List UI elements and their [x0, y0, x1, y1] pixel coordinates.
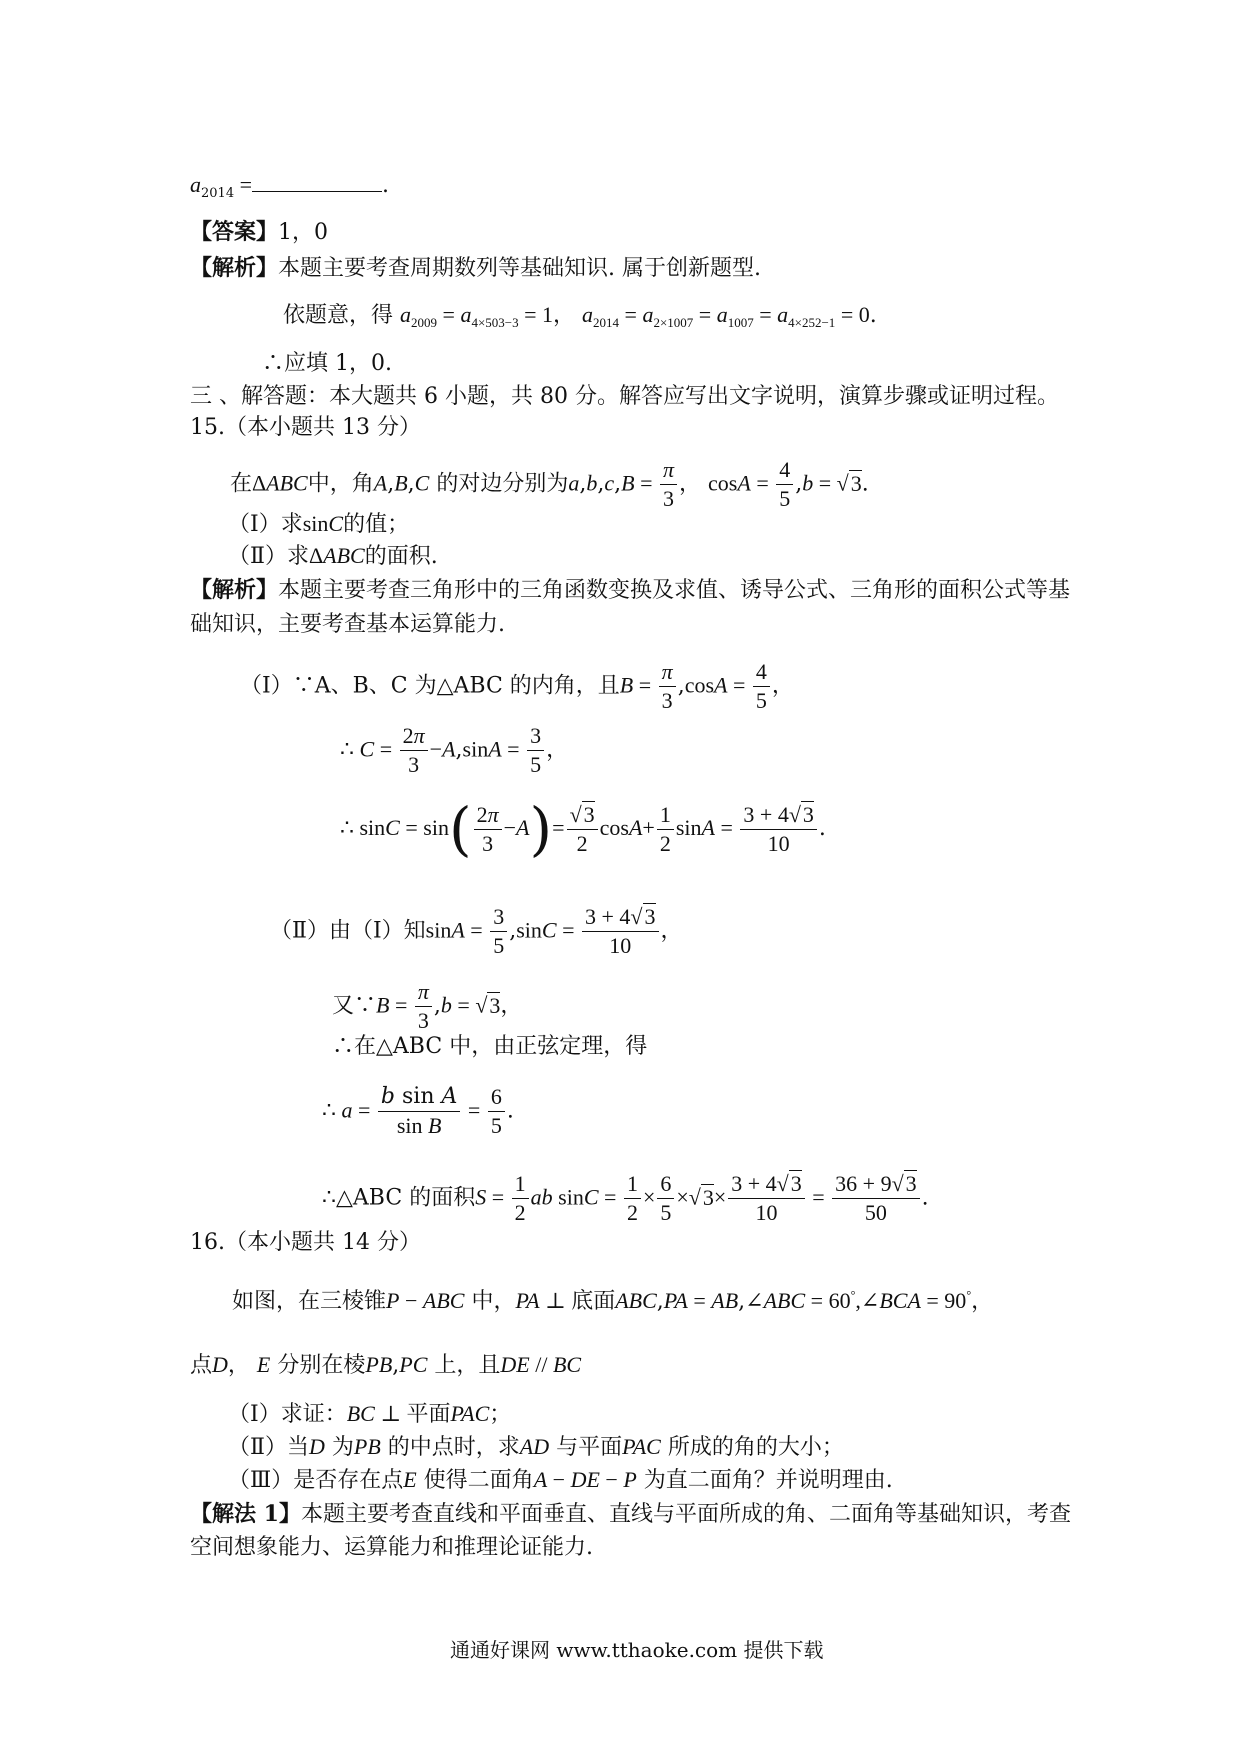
analysis-tag: 【解析】 [190, 255, 279, 281]
q15-sol1-line2: ∴ C = $\frac{2\pi}{3}$ −A,sinA = $\frac{3}{5}$ ， [340, 723, 569, 777]
answer-tag: 【答案】 [190, 219, 279, 245]
q15-analysis-line2: 础知识，主要考查基本运算能力. [190, 612, 505, 637]
q16-stem2: 点D， E 分别在棱PB,PC 上，且DE // BC [190, 1352, 582, 1378]
q15-sol2-line2: 又∵B = $\frac{\pi}{3}$ ,b = √3， [332, 979, 523, 1033]
analysis-text: 本题主要考查周期数列等基础知识. 属于创新题型. [278, 256, 761, 281]
q15-stem: 在ΔABC中，角A,B,C 的对边分别为a,b,c,B = $\frac{\pi}{3}$ ， cosA = $\frac{4}{5}$ ,b = √3. [230, 457, 869, 511]
q16-stem1: 如图，在三棱锥P − ABC 中，PA ⊥ 底面ABC,PA = AB,∠ABC = 60°,∠BCA = 90°， [232, 1288, 994, 1314]
answer-text: 1，0 [278, 220, 329, 245]
q15-sol1-line1: （Ⅰ）∵A、B、C 为△ABC 的内角，且B = $\frac{\pi}{3}$ ,cosA = $\frac{4}{5}$ ， [240, 659, 794, 713]
q16-method-line1: 【解法 1】本题主要考查直线和平面垂直、直线与平面所成的角、二面角等基础知识，考查 [190, 1501, 1071, 1527]
q15-header: 15.（本小题共 13 分） [190, 415, 421, 440]
q15-sol1-line3: ∴ sinC = sin( $\frac{2\pi}{3}$ −A)= $\frac{√3}{2}$ cosA+ $\frac{1}{2}$ sinA = $\frac{3 + 4√3}{10}$ . [340, 795, 826, 863]
seq-index: 2014 [201, 186, 235, 201]
q16-part1: （Ⅰ）求证：BC ⊥ 平面PAC； [228, 1401, 512, 1427]
section-3-header: 三 、解答题：本大题共 6 小题，共 80 分。解答应写出文字说明，演算步骤或证明过程。 [190, 384, 1059, 409]
period: . [382, 173, 390, 198]
seq-term: a [190, 172, 201, 197]
q15-sol2-line3: ∴在△ABC 中，由正弦定理，得 [332, 1034, 648, 1059]
q14-blank-line [190, 170, 389, 209]
formula-prefix: 依题意，得 [283, 303, 394, 328]
answer-line [190, 217, 328, 248]
q16-method-line2: 空间想象能力、运算能力和推理论证能力. [190, 1535, 593, 1560]
answer-blank [252, 171, 382, 192]
q16-part3: （Ⅲ）是否存在点E 使得二面角A − DE − P 为直二面角？并说明理由. [228, 1467, 893, 1493]
q15-analysis-line1: 【解析】本题主要考查三角形中的三角函数变换及求值、诱导公式、三角形的面积公式等基 [190, 577, 1071, 603]
q15-part2: （Ⅱ）求ΔABC的面积. [228, 543, 438, 569]
q16-header: 16.（本小题共 14 分） [190, 1230, 421, 1255]
analysis14-formula: 依题意，得 $a_{2009} = a_{4\times 503-3} = 1$， $a_{2014} = a_{2\times 1007} = a_{1007} = a_{4\times 252-1} = 0$. [283, 302, 877, 330]
analysis14-line [190, 253, 761, 284]
equals: = [234, 172, 253, 197]
q15-sol2-area: ∴△ABC 的面积S = $\frac{1}{2}$ ab sinC = $\frac{1}{2}$ × $\frac{6}{5}$ ×√3× $\frac{3 + 4√3}{10}$ = $\frac{36 + 9√3}{50}$ . [322, 1171, 929, 1225]
q15-part1: （Ⅰ）求sinC的值； [228, 511, 410, 537]
q15-sol2-line4: ∴ a = $\frac{\text{b sin A}}{\text{sin B}}$ = $\frac{6}{5}$ . [322, 1084, 514, 1138]
fill-in-line: ∴应填 1，0. [262, 351, 392, 376]
page-footer: 通通好课网 www.tthaoke.com 提供下载 [450, 1638, 824, 1662]
q16-part2: （Ⅱ）当D 为PB 的中点时，求AD 与平面PAC 所成的角的大小； [228, 1434, 844, 1460]
q15-sol2-line1: （Ⅱ）由（Ⅰ）知sinA = $\frac{3}{5}$ ,sinC = $\frac{3 + 4√3}{10}$ ， [270, 904, 683, 958]
